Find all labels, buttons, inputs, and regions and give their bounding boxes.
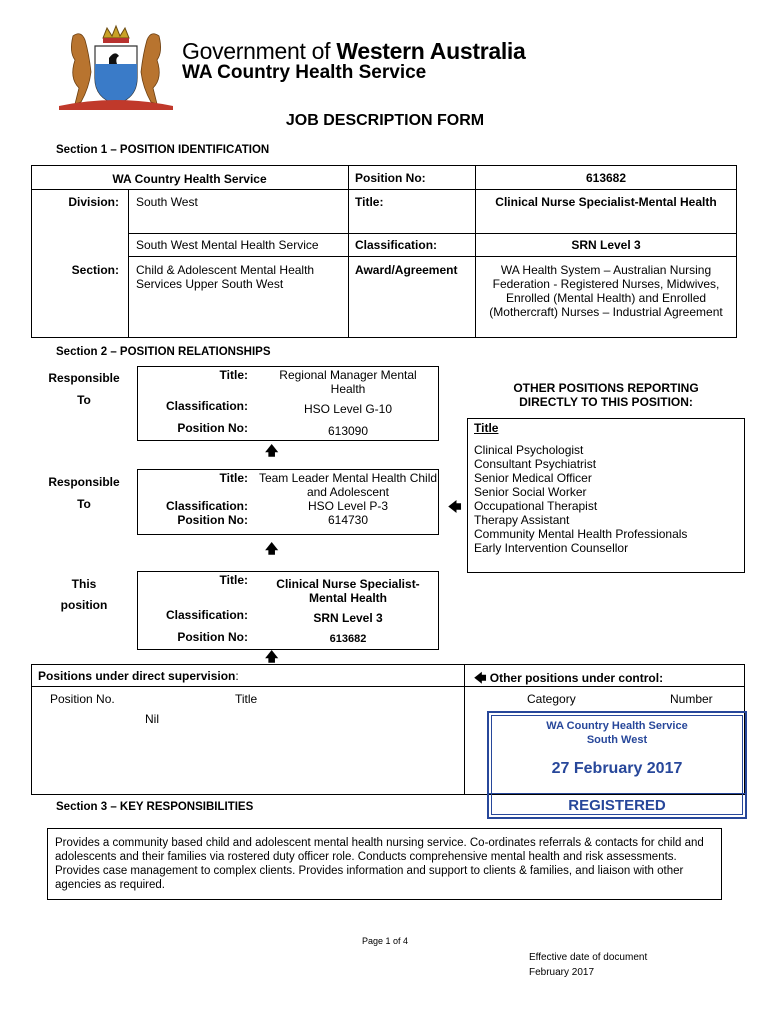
box3-posno: 613682 [329,633,367,645]
effective-date-value: February 2017 [529,967,595,978]
other-control-text: Other positions under control: [489,671,664,685]
list-item: Clinical Psychologist [474,443,584,457]
box2-posno-label: Position No: [177,513,248,527]
section-value-a: South West Mental Health Service [136,238,319,252]
other-title-header: Title [474,421,499,435]
other-positions-heading: OTHER POSITIONS REPORTING DIRECTLY TO THIS POSITION: [513,381,699,409]
position-no-value: 613682 [585,171,627,185]
box2-title: Team Leader Mental Health Child and Adolescent [258,471,438,499]
supervision-heading [38,669,239,683]
award-label: Award/Agreement [355,263,458,277]
box1-title-label: Title: [219,368,248,382]
box3-title: Clinical Nurse Specialist-Mental Health [276,577,420,605]
other-positions-list [474,443,687,555]
left-arrow-icon: 🡄 [448,499,462,514]
box3-class-label: Classification: [165,608,248,622]
this-label: This [71,577,97,591]
health-service-heading: WA Country Health Service [182,62,427,83]
col-category: Category [527,692,576,706]
box2-posno: 614730 [327,513,369,527]
stamp-status: REGISTERED [568,797,666,814]
list-item: Senior Medical Officer [474,471,592,485]
government-state: Western Australia [336,38,526,64]
nil-value: Nil [145,712,159,726]
government-heading [182,38,526,65]
award-value: WA Health System – Australian Nursing Federation - Registered Nurses, Midwives, Enrolled (Mental Health) and Enrolled (Mothercraft) Nurses – Industrial Agreement [489,263,723,319]
list-item: Senior Social Worker [474,485,587,499]
up-arrow-icon: 🡅 [265,541,279,556]
classification-value: SRN Level 3 [571,238,641,252]
stamp-region: South West [586,734,648,746]
box3-posno-label: Position No: [177,630,248,644]
stamp-date: 27 February 2017 [551,760,683,777]
list-item: Therapy Assistant [474,513,570,527]
box1-title: Regional Manager Mental Health [279,368,417,396]
responsible-label-2: Responsible [48,475,120,489]
list-item: Early Intervention Counsellor [474,541,629,555]
section-label: Section: [71,263,119,277]
box2-title-label: Title: [219,471,248,485]
division-label: Division: [68,195,119,209]
box1-posno-label: Position No: [177,421,248,435]
up-arrow-icon: 🡅 [265,649,279,664]
wa-crest-logo [55,24,177,110]
classification-label: Classification: [355,238,438,252]
position-no-label: Position No: [355,171,426,185]
other-control-heading [474,669,663,690]
title-label: Title: [355,195,384,209]
division-value: South West [136,195,198,209]
section1-heading: Section 1 – POSITION IDENTIFICATION [56,144,270,156]
supervision-heading-text: Positions under direct supervision [38,669,236,683]
supervision-colon: : [235,669,239,683]
left-arrow-icon: 🡄 [474,671,487,685]
box1-class-label: Classification: [165,399,248,413]
box1-class: HSO Level G-10 [303,402,393,416]
to-label-1: To [77,393,91,407]
col-title: Title [235,692,258,706]
to-label-2: To [77,497,91,511]
effective-date-label: Effective date of document [529,952,648,963]
government-prefix: Government of [182,38,337,64]
section-value-b: Child & Adolescent Mental Health Services Upper South West [136,263,315,291]
page-title: JOB DESCRIPTION FORM [285,112,485,129]
box3-title-label: Title: [219,573,248,587]
section2-heading: Section 2 – POSITION RELATIONSHIPS [56,346,271,358]
box2-class-label: Classification: [165,499,248,513]
col-number: Number [670,692,713,706]
box3-class: SRN Level 3 [313,611,383,625]
stamp-org: WA Country Health Service [546,720,688,732]
list-item: Occupational Therapist [474,499,598,513]
key-responsibilities-text: Provides a community based child and adolescent mental health nursing service. Co-ordinates referrals & contacts for child and adolescents and their families via rostered duty officer role. Conducts comprehensive mental health and risk assessments. Provides case management to complex clients. Provides information and support to clients & families, and liaison with other agencies as required. [55,837,704,891]
org-name: WA Country Health Service [112,172,267,186]
list-item: Consultant Psychiatrist [474,457,597,471]
box2-class: HSO Level P-3 [307,499,389,513]
position-label: position [60,598,108,612]
responsible-label-1: Responsible [48,371,120,385]
col-position-no: Position No. [50,692,115,706]
section3-heading: Section 3 – KEY RESPONSIBILITIES [56,801,254,813]
box1-posno: 613090 [327,424,369,438]
list-item: Community Mental Health Professionals [474,527,688,541]
title-value: Clinical Nurse Specialist-Mental Health [495,195,717,209]
page-number: Page 1 of 4 [361,936,409,946]
up-arrow-icon: 🡅 [265,443,279,458]
